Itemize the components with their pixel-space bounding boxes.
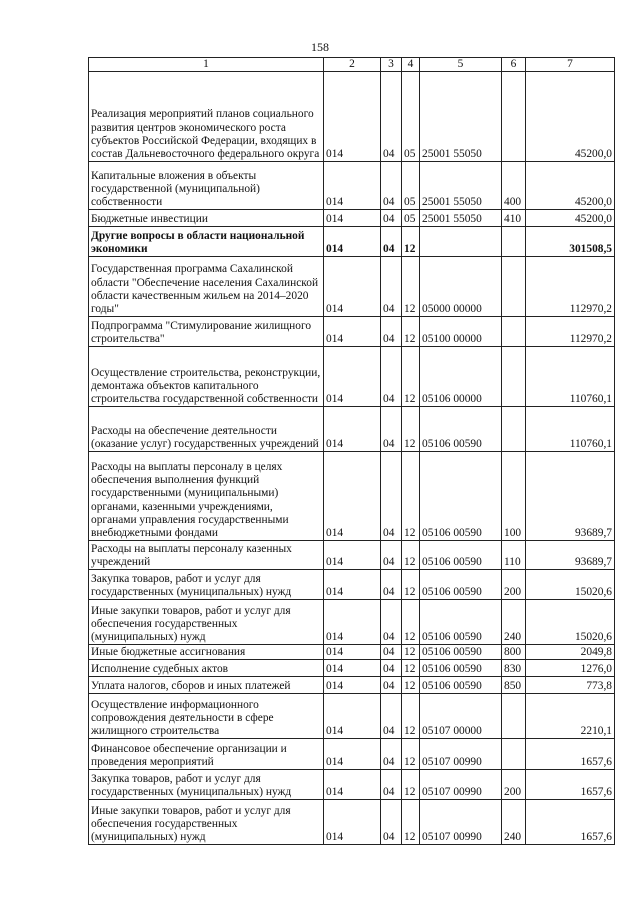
section-code: 04 — [381, 541, 402, 570]
column-header: 1 — [89, 58, 324, 72]
item-name: Капитальные вложения в объекты государственной (муниципальной) собственности — [89, 162, 324, 210]
column-header: 4 — [402, 58, 420, 72]
table-row — [89, 257, 615, 317]
expense-type-code — [502, 407, 526, 452]
amount-value: 2210,1 — [526, 694, 615, 739]
target-article-code: 05106 00590 — [420, 541, 502, 570]
item-name: Исполнение судебных актов — [89, 660, 324, 677]
grbs-code: 014 — [324, 600, 381, 645]
grbs-code: 014 — [324, 210, 381, 227]
expense-type-code — [502, 694, 526, 739]
item-name: Расходы на обеспечение деятельности (оказание услуг) государственных учреждений — [89, 407, 324, 452]
expense-type-code: 850 — [502, 677, 526, 694]
subsection-code: 12 — [402, 570, 420, 600]
expense-type-code — [502, 739, 526, 770]
item-name: Государственная программа Сахалинской области "Обеспечение населения Сахалинской области качественным жильем на 2014–2020 годы" — [89, 257, 324, 317]
amount-value: 93689,7 — [526, 452, 615, 541]
subsection-code: 05 — [402, 162, 420, 210]
item-name: Закупка товаров, работ и услуг для государственных (муниципальных) нужд — [89, 770, 324, 800]
target-article-code: 25001 55050 — [420, 210, 502, 227]
target-article-code: 05106 00590 — [420, 407, 502, 452]
grbs-code: 014 — [324, 227, 381, 257]
amount-value: 1657,6 — [526, 770, 615, 800]
amount-value: 45200,0 — [526, 162, 615, 210]
section-code: 04 — [381, 162, 402, 210]
table-row — [89, 677, 615, 694]
section-code: 04 — [381, 600, 402, 645]
expense-type-code: 240 — [502, 800, 526, 845]
grbs-code: 014 — [324, 347, 381, 407]
section-code: 04 — [381, 257, 402, 317]
target-article-code: 05107 00990 — [420, 770, 502, 800]
table-row — [89, 770, 615, 800]
amount-value: 45200,0 — [526, 210, 615, 227]
subsection-code: 12 — [402, 541, 420, 570]
target-article-code: 05106 00590 — [420, 452, 502, 541]
expense-type-code: 200 — [502, 570, 526, 600]
table-row — [89, 210, 615, 227]
grbs-code: 014 — [324, 570, 381, 600]
item-name: Другие вопросы в области национальной экономики — [89, 227, 324, 257]
expense-type-code — [502, 257, 526, 317]
item-name: Закупка товаров, работ и услуг для государственных (муниципальных) нужд — [89, 570, 324, 600]
expense-type-code: 800 — [502, 645, 526, 660]
table-body — [89, 58, 615, 845]
item-name: Подпрограмма "Стимулирование жилищного строительства" — [89, 317, 324, 347]
item-name: Финансовое обеспечение организации и проведения мероприятий — [89, 739, 324, 770]
expense-type-code — [502, 317, 526, 347]
target-article-code: 05107 00990 — [420, 739, 502, 770]
item-name: Реализация мероприятий планов социального развития центров экономического роста субъектов Российской Федерации, входящих в состав Дальневосточного федерального округа — [89, 72, 324, 162]
grbs-code: 014 — [324, 317, 381, 347]
subsection-code: 05 — [402, 210, 420, 227]
section-code: 04 — [381, 694, 402, 739]
grbs-code: 014 — [324, 645, 381, 660]
grbs-code: 014 — [324, 770, 381, 800]
budget-table — [88, 57, 615, 845]
subsection-code: 12 — [402, 600, 420, 645]
subsection-code: 12 — [402, 770, 420, 800]
item-name: Иные бюджетные ассигнования — [89, 645, 324, 660]
item-name: Осуществление информационного сопровождения деятельности в сфере жилищного строительства — [89, 694, 324, 739]
section-code: 04 — [381, 570, 402, 600]
item-name: Иные закупки товаров, работ и услуг для обеспечения государственных (муниципальных) нужд — [89, 800, 324, 845]
subsection-code: 12 — [402, 677, 420, 694]
amount-value: 1276,0 — [526, 660, 615, 677]
expense-type-code: 100 — [502, 452, 526, 541]
section-code: 04 — [381, 660, 402, 677]
table-row — [89, 407, 615, 452]
subsection-code: 12 — [402, 347, 420, 407]
amount-value: 15020,6 — [526, 570, 615, 600]
subsection-code: 12 — [402, 452, 420, 541]
target-article-code: 05100 00000 — [420, 317, 502, 347]
table-row — [89, 600, 615, 645]
target-article-code: 05106 00000 — [420, 347, 502, 407]
item-name: Бюджетные инвестиции — [89, 210, 324, 227]
table-row — [89, 660, 615, 677]
grbs-code: 014 — [324, 162, 381, 210]
table-row — [89, 227, 615, 257]
amount-value: 112970,2 — [526, 317, 615, 347]
item-name: Расходы на выплаты персоналу казенных учреждений — [89, 541, 324, 570]
grbs-code: 014 — [324, 407, 381, 452]
expense-type-code: 110 — [502, 541, 526, 570]
item-name: Иные закупки товаров, работ и услуг для обеспечения государственных (муниципальных) нужд — [89, 600, 324, 645]
expense-type-code: 410 — [502, 210, 526, 227]
amount-value: 112970,2 — [526, 257, 615, 317]
target-article-code: 05106 00590 — [420, 677, 502, 694]
subsection-code: 12 — [402, 257, 420, 317]
amount-value: 110760,1 — [526, 347, 615, 407]
section-code: 04 — [381, 210, 402, 227]
column-header: 7 — [526, 58, 615, 72]
expense-type-code — [502, 227, 526, 257]
expense-type-code — [502, 347, 526, 407]
table-row — [89, 347, 615, 407]
amount-value: 2049,8 — [526, 645, 615, 660]
target-article-code: 05106 00590 — [420, 570, 502, 600]
table-row — [89, 452, 615, 541]
target-article-code: 05107 00000 — [420, 694, 502, 739]
target-article-code: 05106 00590 — [420, 600, 502, 645]
amount-value: 1657,6 — [526, 800, 615, 845]
amount-value: 110760,1 — [526, 407, 615, 452]
page-number: 158 — [311, 40, 329, 54]
section-code: 04 — [381, 452, 402, 541]
table-row — [89, 317, 615, 347]
column-header: 2 — [324, 58, 381, 72]
table-row — [89, 800, 615, 845]
amount-value: 15020,6 — [526, 600, 615, 645]
table-row — [89, 72, 615, 162]
amount-value: 301508,5 — [526, 227, 615, 257]
table-row — [89, 694, 615, 739]
target-article-code: 05000 00000 — [420, 257, 502, 317]
section-code: 04 — [381, 770, 402, 800]
subsection-code: 12 — [402, 645, 420, 660]
subsection-code: 05 — [402, 72, 420, 162]
grbs-code: 014 — [324, 660, 381, 677]
subsection-code: 12 — [402, 694, 420, 739]
section-code: 04 — [381, 317, 402, 347]
item-name: Уплата налогов, сборов и иных платежей — [89, 677, 324, 694]
table-row — [89, 645, 615, 660]
column-header: 3 — [381, 58, 402, 72]
amount-value: 773,8 — [526, 677, 615, 694]
subsection-code: 12 — [402, 800, 420, 845]
grbs-code: 014 — [324, 677, 381, 694]
target-article-code: 05107 00990 — [420, 800, 502, 845]
target-article-code: 25001 55050 — [420, 72, 502, 162]
grbs-code: 014 — [324, 694, 381, 739]
section-code: 04 — [381, 227, 402, 257]
expense-type-code: 400 — [502, 162, 526, 210]
section-code: 04 — [381, 407, 402, 452]
subsection-code: 12 — [402, 739, 420, 770]
amount-value: 93689,7 — [526, 541, 615, 570]
item-name: Расходы на выплаты персоналу в целях обеспечения выполнения функций государственными (муниципальными) органами, казенными учреждениями, органами управления государственными внебюджетными фондами — [89, 452, 324, 541]
grbs-code: 014 — [324, 739, 381, 770]
grbs-code: 014 — [324, 541, 381, 570]
grbs-code: 014 — [324, 800, 381, 845]
section-code: 04 — [381, 677, 402, 694]
section-code: 04 — [381, 800, 402, 845]
subsection-code: 12 — [402, 227, 420, 257]
table-row — [89, 739, 615, 770]
header-row — [89, 58, 615, 72]
section-code: 04 — [381, 645, 402, 660]
subsection-code: 12 — [402, 660, 420, 677]
target-article-code: 05106 00590 — [420, 660, 502, 677]
item-name: Осуществление строительства, реконструкции, демонтажа объектов капитального строительства государственной собственности — [89, 347, 324, 407]
target-article-code: 25001 55050 — [420, 162, 502, 210]
table-row — [89, 541, 615, 570]
expense-type-code: 240 — [502, 600, 526, 645]
amount-value: 1657,6 — [526, 739, 615, 770]
grbs-code: 014 — [324, 452, 381, 541]
expense-type-code — [502, 72, 526, 162]
grbs-code: 014 — [324, 257, 381, 317]
expense-type-code: 200 — [502, 770, 526, 800]
expense-type-code: 830 — [502, 660, 526, 677]
target-article-code: 05106 00590 — [420, 645, 502, 660]
target-article-code — [420, 227, 502, 257]
section-code: 04 — [381, 739, 402, 770]
amount-value: 45200,0 — [526, 72, 615, 162]
subsection-code: 12 — [402, 407, 420, 452]
table-row — [89, 162, 615, 210]
table-row — [89, 570, 615, 600]
column-header: 6 — [502, 58, 526, 72]
grbs-code: 014 — [324, 72, 381, 162]
column-header: 5 — [420, 58, 502, 72]
section-code: 04 — [381, 72, 402, 162]
section-code: 04 — [381, 347, 402, 407]
subsection-code: 12 — [402, 317, 420, 347]
